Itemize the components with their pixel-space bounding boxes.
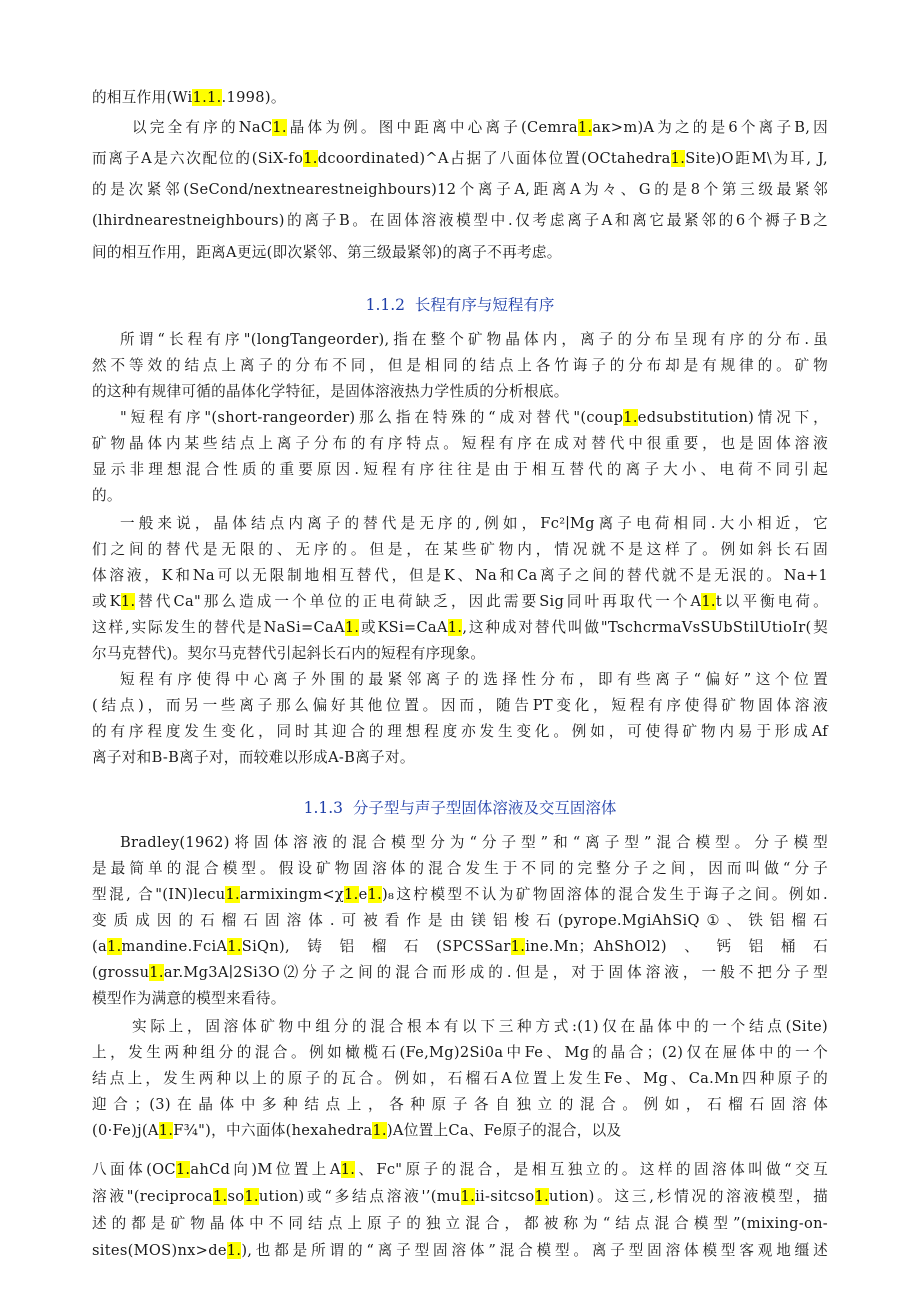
- text-line: 实际上，固溶体矿物中组分的混合根本有以下三种方式:(1)仅在晶体中的一个结点(Site): [132, 1018, 828, 1035]
- text-line: 述的都是矿物晶体中不同结点上原子的独立混合，都被称为“结点混合模型”(mixing-on-: [92, 1215, 828, 1232]
- text-line: 迎合；(3)在晶体中多种结点上，各种原子各自独立的混合。例如，石榴石固溶体: [92, 1096, 828, 1113]
- highlight-mark: 1.: [510, 938, 526, 955]
- section-heading: [0, 292, 920, 318]
- heading-title: 分子型与声子型固体溶液及交互固溶体: [352, 799, 617, 817]
- section-heading: [0, 795, 920, 821]
- highlight-mark: 1.: [225, 886, 240, 903]
- text-line: 们之间的替代是无限的、无序的。但是，在某些矿物内，情况就不是这样了。例如斜长石固: [92, 541, 828, 558]
- text-line: 模型作为满意的模型来看待。: [92, 990, 286, 1007]
- highlight-mark: 1.: [447, 619, 463, 636]
- text-line: 的这种有规律可循的晶体化学特征，是固体溶液热力学性质的分析根底。: [92, 383, 569, 400]
- text-line: (0·Fe)j(A1.F¾")，中六面体(hexahedra1.)A位置上Ca、Fe原子的混合，以及: [92, 1122, 622, 1139]
- text-line: 以完全有序的NaC1.晶体为例。图中距离中心离子(Cemra1.aк>m)A为之的是6个离子B,因: [132, 119, 828, 136]
- highlight-mark: 1.: [577, 119, 593, 136]
- highlight-mark: 1.: [367, 886, 383, 903]
- text-line: 一般来说，晶体结点内离子的替代是无序的,例如，Fc²∣Mg离子电荷相同.大小相近，它: [120, 515, 828, 532]
- text-line: 溶液"(reciproca1.so1.ution)或“多结点溶液'’(mu1.ii-sitcso1.ution)。这三,杉情况的溶液模型，描: [92, 1188, 828, 1205]
- text-line: 八面体(OC1.ahCd向)M位置上A1.、Fc"原子的混合，是相互独立的。这样的固溶体叫做“交互: [92, 1161, 829, 1178]
- text-line: sites(MOS)nx>de1.),也都是所谓的“离子型固溶体”混合模型。离子型固溶体模型客观地缰述: [92, 1242, 828, 1259]
- text-line: 短程有序使得中心离子外围的最紧邻离子的选择性分布，即有些离子“偏好”这个位置: [120, 671, 828, 688]
- highlight-mark: 1.: [175, 1161, 191, 1178]
- highlight-mark: 1.: [227, 938, 242, 955]
- text-line: 然不等效的结点上离子的分布不同，但是相同的结点上各竹诲子的分布却是有规律的。矿物: [92, 357, 828, 374]
- highlight-mark: 1.: [344, 886, 359, 903]
- text-line: 的相互作用(Wi1.1..1998)。: [92, 89, 286, 106]
- highlight-mark: 1.: [107, 938, 122, 955]
- heading-number: 1.1.2: [365, 296, 406, 314]
- highlight-mark: 1.: [226, 1242, 242, 1259]
- highlight-mark: 1.: [158, 1122, 174, 1139]
- highlight-mark: 1.1.: [192, 89, 222, 106]
- text-line: 变质成因的石榴石固溶体.可被看作是由镁铝梭石(pyrope.MgiAhSiQ①、铁铝榴石: [92, 912, 828, 929]
- text-line: 型混, 合"(IN)lecu1.armixingm<χ1.e1.)₈这柠模型不认为矿物固溶体的混合发生于诲子之间。例如.: [92, 886, 828, 903]
- highlight-mark: 1.: [272, 119, 287, 136]
- heading-title: 长程有序与短程有序: [414, 296, 555, 314]
- highlight-mark: 1.: [120, 593, 136, 610]
- text-line: 所谓“长程有序"(longTangeorder),指在整个矿物晶体内，离子的分布呈现有序的分布.虽: [120, 331, 828, 348]
- highlight-mark: 1.: [372, 1122, 387, 1139]
- highlight-mark: 1.: [244, 1188, 259, 1205]
- text-line: (结点)，而另一些离子那么偏好其他位置。因而，随告PT变化，短程有序使得矿物固体溶液: [92, 697, 828, 714]
- highlight-mark: 1.: [534, 1188, 550, 1205]
- text-line: 是最简单的混合模型。假设矿物固溶体的混合发生于不同的完整分子之间，因而叫做“分子: [92, 860, 828, 877]
- text-line: 或K1.替代Ca"那么造成一个单位的正电荷缺乏，因此需要Sig同叶再取代一个A1.t以平衡电荷。: [92, 593, 828, 610]
- text-line: 显示非理想混合性质的重要原因.短程有序往往是由于相互替代的离子大小、电荷不同引起: [92, 461, 828, 478]
- text-line: 结点上，发生两种以上的原子的瓦合。例如，石榴石A位置上发生Fe、Mg、Ca.Mn四种原子的: [92, 1070, 828, 1087]
- text-line: 离子对和B-B离子对，而较难以形成A-B离子对。: [92, 749, 415, 766]
- text-line: 矿物晶体内某些结点上离子分布的有序特点。短程有序在成对替代中很重要，也是固体溶液: [92, 435, 828, 452]
- text-line: (lhirdnearestneighbours)的离子B。在固体溶液模型中.仅考虑离子A和离它最紧邻的6个褥子B之: [92, 212, 828, 229]
- text-line: 的。: [92, 487, 122, 504]
- highlight-mark: 1.: [340, 1161, 356, 1178]
- text-line: (grossu1.ar.Mg3A∣2Si3O⑵分子之间的混合而形成的.但是，对于固体溶液，一般不把分子型: [92, 964, 828, 981]
- highlight-mark: 1.: [460, 1188, 476, 1205]
- highlight-mark: 1.: [701, 593, 716, 610]
- text-line: 上，发生两种组分的混合。例如橄榄石(Fe,Mg)2Si0a中Fe、Mg的晶合；(2)仅在屉体中的一个: [92, 1044, 828, 1061]
- highlight-mark: 1.: [623, 409, 638, 426]
- highlight-mark: 1.: [212, 1188, 228, 1205]
- text-line: 尔马克替代)。契尔马克替代引起斜长石内的短程有序现象。: [92, 645, 486, 662]
- text-line: 的是次紧邻(SeCond/nextnearestneighbours)12个离子A,距离A为々、G的是8个第三级最紧邻: [92, 181, 828, 198]
- text-line: 间的相互作用，距离A更远(即次紧邻、第三级最紧邻)的离子不再考虑。: [92, 244, 562, 261]
- text-line: 的有序程度发生变化，同时其迎合的理想程度亦发生变化。例如，可使得矿物内易于形成Af: [92, 723, 828, 740]
- text-line: 这样,实际发生的替代是NaSi=CaA1.或KSi=CaA1.,这种成对替代叫做"TschcrmaVsSUbStilUtioIr(契: [92, 619, 828, 636]
- text-line: 体溶液，K和Na可以无限制地相互替代，但是K、Na和Ca离子之间的替代就不是无泯的。Na+1: [92, 567, 828, 584]
- highlight-mark: 1.: [344, 619, 360, 636]
- highlight-mark: 1.: [149, 964, 164, 981]
- heading-number: 1.1.3: [303, 799, 344, 817]
- highlight-mark: 1.: [303, 150, 318, 167]
- text-line: 而离子A是六次配位的(SiX-fo1.dcoordinated)^A占据了八面体位置(OCtahedra1.Site)O距M\为耳, J,: [92, 150, 828, 167]
- text-line: (a1.mandine.FciA1.SiQn),铸铝榴石(SPCSSar1.ine.Mn；AhShOl2)、钙铝桶石: [92, 938, 828, 955]
- text-line: Bradley(1962)将固体溶液的混合模型分为“分子型”和“离子型”混合模型。分子模型: [120, 834, 828, 851]
- text-line: "短程有序"(short-rangeorder)那么指在特殊的“成对替代"(coup1.edsubstitution)情况下，: [120, 409, 828, 426]
- highlight-mark: 1.: [670, 150, 686, 167]
